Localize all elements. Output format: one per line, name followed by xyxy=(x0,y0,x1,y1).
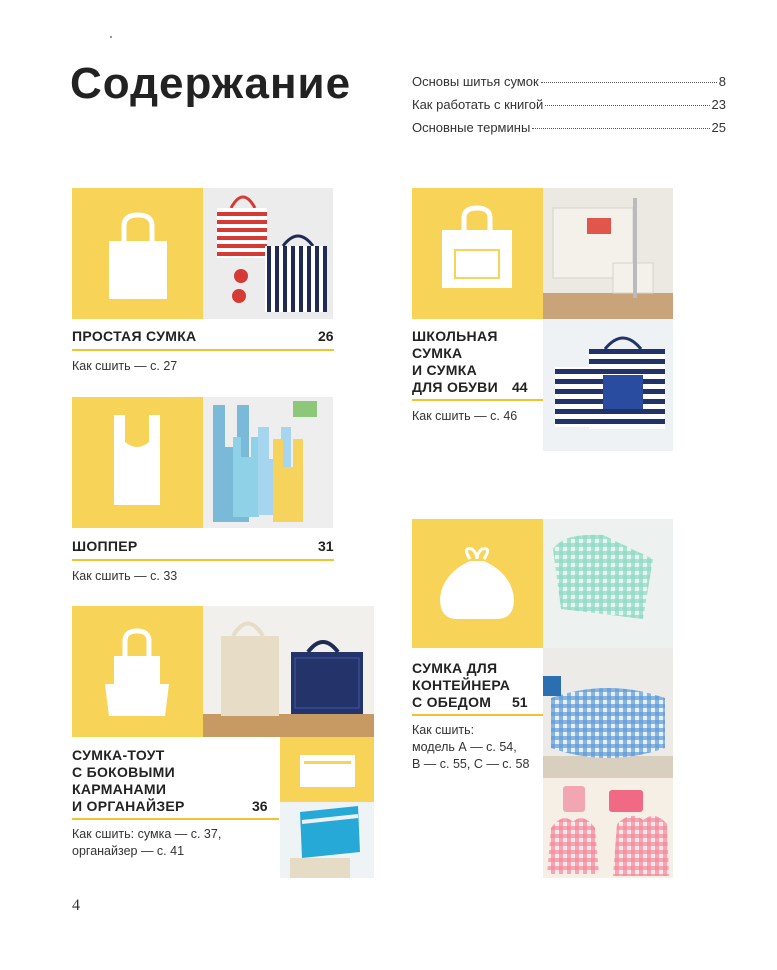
toc-item[interactable] xyxy=(412,97,726,120)
school-bag-rule xyxy=(412,399,543,401)
organizer-icon-tile xyxy=(280,737,374,802)
toc-item-page: 8 xyxy=(718,74,726,89)
tote-title-line: СУМКА-ТОУТ xyxy=(72,747,165,763)
lunch-bag-title-line: С ОБЕДОМ xyxy=(412,694,492,710)
tote-howto-line: Как сшить: сумка — с. 37, xyxy=(72,827,222,841)
toc-item[interactable] xyxy=(412,74,726,97)
simple-bag-rule xyxy=(72,349,334,351)
school-bag-title-line: И СУМКА xyxy=(412,362,478,378)
toc-item-page: 25 xyxy=(711,120,726,135)
toc-item-label: Как работать с книгой xyxy=(412,97,544,112)
tote-howto xyxy=(72,826,221,860)
school-bag-title-line: ДЛЯ ОБУВИ xyxy=(412,379,498,395)
lunch-bag-title xyxy=(412,660,510,711)
lunch-bag-title-line: СУМКА ДЛЯ xyxy=(412,660,498,676)
lunch-bag-photo-2-image xyxy=(543,648,673,778)
shopper-howto: Как сшить — с. 33 xyxy=(72,569,178,583)
page-title: Содержание xyxy=(70,59,352,108)
toc-item-page: 23 xyxy=(711,97,726,112)
simple-bag-title: ПРОСТАЯ СУМКА xyxy=(72,328,197,344)
toc-item-label: Основные термины xyxy=(412,120,531,135)
simple-bag-icon xyxy=(72,188,203,319)
toc-leader xyxy=(532,128,709,129)
school-bag-title-line: ШКОЛЬНАЯ xyxy=(412,328,498,344)
toc-list xyxy=(412,74,726,143)
lunch-bag-photo-1-image xyxy=(543,519,673,648)
lunch-bag-icon-tile xyxy=(412,519,543,648)
organizer-photo xyxy=(280,802,374,878)
tote-title-line: И ОРГАНАЙЗЕР xyxy=(72,798,185,814)
lunch-bag-title-line: КОНТЕЙНЕРА xyxy=(412,677,511,693)
school-bag-photo-bottom xyxy=(543,319,673,451)
lunch-bag-howto-line: Как сшить: xyxy=(412,723,475,737)
shopper-photo-image xyxy=(203,397,333,528)
lunch-bag-page: 51 xyxy=(512,694,528,710)
shopper-photo xyxy=(203,397,333,528)
tote-photo xyxy=(203,606,374,737)
simple-bag-howto: Как сшить — с. 27 xyxy=(72,359,178,373)
lunch-bag-icon xyxy=(412,519,543,648)
tote-title-line: С БОКОВЫМИ xyxy=(72,764,175,780)
simple-bag-photo xyxy=(203,188,333,319)
toc-leader xyxy=(545,105,709,106)
simple-bag-icon-tile xyxy=(72,188,203,319)
shopper-page: 31 xyxy=(318,538,334,554)
lunch-bag-photo-1 xyxy=(543,519,673,648)
simple-bag-photo-image xyxy=(203,188,333,319)
tote-howto-line: органайзер — с. 41 xyxy=(72,844,185,858)
toc-item-label: Основы шитья сумок xyxy=(412,74,539,89)
lunch-bag-rule xyxy=(412,714,543,716)
shopper-icon xyxy=(72,397,203,528)
tote-title-line: КАРМАНАМИ xyxy=(72,781,167,797)
tote-title xyxy=(72,747,185,815)
lunch-bag-howto xyxy=(412,722,529,773)
organizer-icon xyxy=(280,737,374,802)
school-bag-photo-top xyxy=(543,188,673,319)
tote-icon xyxy=(72,606,203,737)
organizer-photo-image xyxy=(280,802,374,878)
tote-page: 36 xyxy=(252,798,268,814)
tote-photo-image xyxy=(203,606,374,737)
school-bag-howto: Как сшить — с. 46 xyxy=(412,409,518,423)
stray-mark xyxy=(110,36,112,38)
school-bag-photo-top-image xyxy=(543,188,673,319)
school-bag-page: 44 xyxy=(512,379,528,395)
shopper-rule xyxy=(72,559,334,561)
lunch-bag-howto-line: В — с. 55, С — с. 58 xyxy=(412,757,530,771)
toc-item[interactable] xyxy=(412,120,726,143)
lunch-bag-photo-3 xyxy=(543,778,673,878)
school-bag-photo-bottom-image xyxy=(543,319,673,451)
lunch-bag-photo-2 xyxy=(543,648,673,778)
shopper-title: ШОППЕР xyxy=(72,538,138,554)
simple-bag-page: 26 xyxy=(318,328,334,344)
tote-rule xyxy=(72,818,279,820)
school-bag-title-line: СУМКА xyxy=(412,345,463,361)
school-bag-title xyxy=(412,328,498,396)
page-number: 4 xyxy=(72,897,80,914)
lunch-bag-howto-line: модель А — с. 54, xyxy=(412,740,517,754)
toc-leader xyxy=(541,82,717,83)
school-bag-icon xyxy=(412,188,543,319)
lunch-bag-photo-3-image xyxy=(543,778,673,878)
shopper-icon-tile xyxy=(72,397,203,528)
school-bag-icon-tile xyxy=(412,188,543,319)
tote-icon-tile xyxy=(72,606,203,737)
